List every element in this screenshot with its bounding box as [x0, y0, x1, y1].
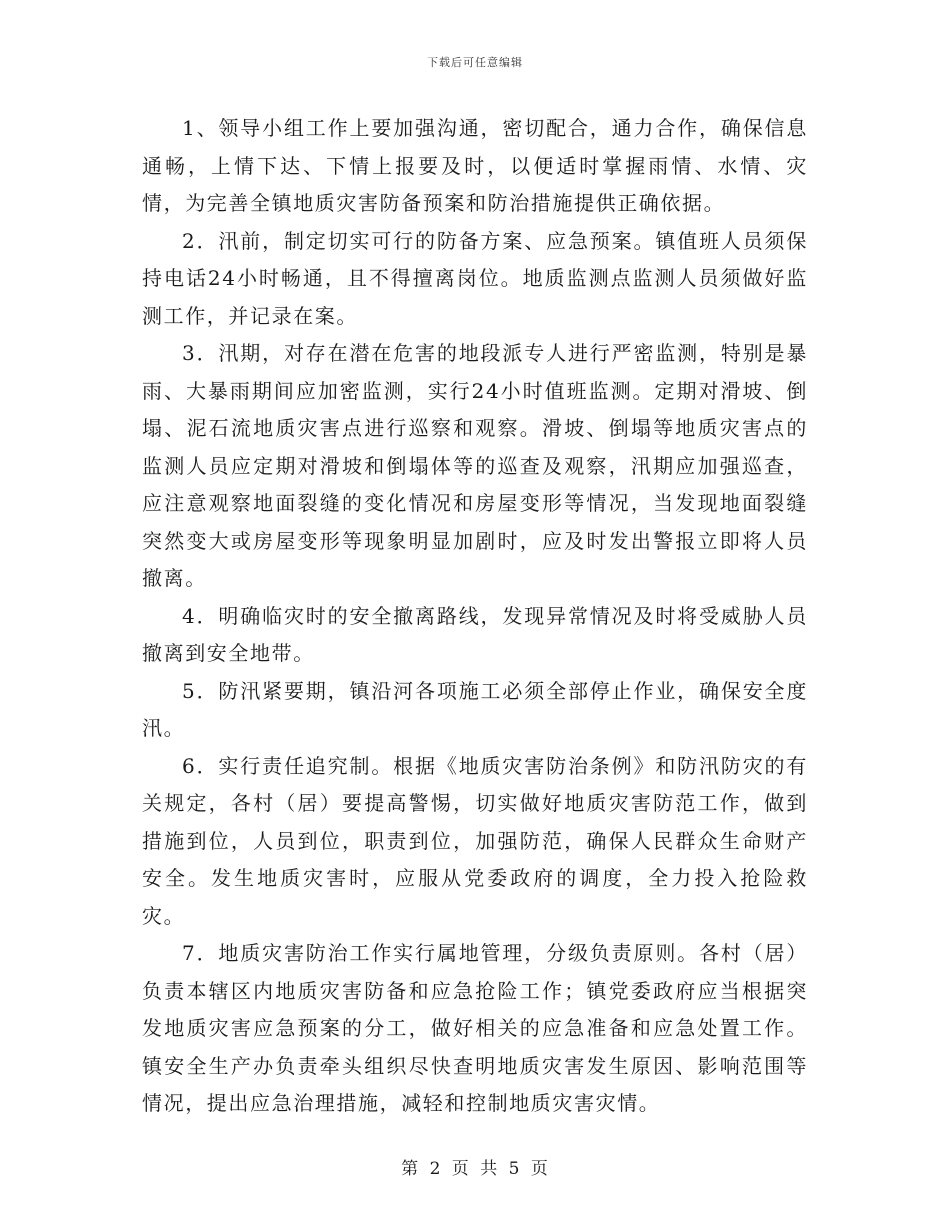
paragraph-4: 4．明确临灾时的安全撤离路线，发现异常情况及时将受威胁人员撤离到安全地带。: [142, 603, 808, 665]
paragraph-5: 5．防汛紧要期，镇沿河各项施工必须全部停止作业，确保安全度汛。: [142, 678, 808, 740]
paragraph-7: 7．地质灾害防治工作实行属地管理，分级负责原则。各村（居）负责本辖区内地质灾害防备和应急抢险工作；镇党委政府应当根据突发地质灾害应急预案的分工，做好相关的应急准备和应急处置工作。镇安全生产办负责牵头组织尽快查明地质灾害发生原因、影响范围等情况，提出应急治理措施，减轻和控制地质灾害灾情。: [142, 941, 808, 1115]
paragraph-6: 6．实行责任追究制。根据《地质灾害防治条例》和防汛防灾的有关规定，各村（居）要提高警惕，切实做好地质灾害防范工作，做到措施到位，人员到位，职责到位，加强防范，确保人民群众生命财产安全。发生地质灾害时，应服从党委政府的调度，全力投入抢险救灾。: [142, 753, 808, 928]
document-body: [142, 110, 808, 1123]
paragraph-2: 2．汛前，制定切实可行的防备方案、应急预案。镇值班人员须保持电话24小时畅通，且不得擅离岗位。地质监测点监测人员须做好监测工作，并记录在案。: [142, 228, 808, 328]
page-header-note: 下载后可任意编辑: [427, 56, 523, 69]
paragraph-1: 1、领导小组工作上要加强沟通，密切配合，通力合作，确保信息通畅，上情下达、下情上报要及时，以便适时掌握雨情、水情、灾情，为完善全镇地质灾害防备预案和防治措施提供正确依据。: [142, 116, 808, 215]
page-number: 第 2 页 共 5 页: [401, 1159, 549, 1179]
paragraph-3: 3．汛期，对存在潜在危害的地段派专人进行严密监测，特别是暴雨、大暴雨期间应加密监测，实行24小时值班监测。定期对滑坡、倒塌、泥石流地质灾害点进行巡察和观察。滑坡、倒塌等地质灾害点的监测人员应定期对滑坡和倒塌体等的巡查及观察，汛期应加强巡查，应注意观察地面裂缝的变化情况和房屋变形等情况，当发现地面裂缝突然变大或房屋变形等现象明显加剧时，应及时发出警报立即将人员撤离。: [142, 341, 808, 590]
